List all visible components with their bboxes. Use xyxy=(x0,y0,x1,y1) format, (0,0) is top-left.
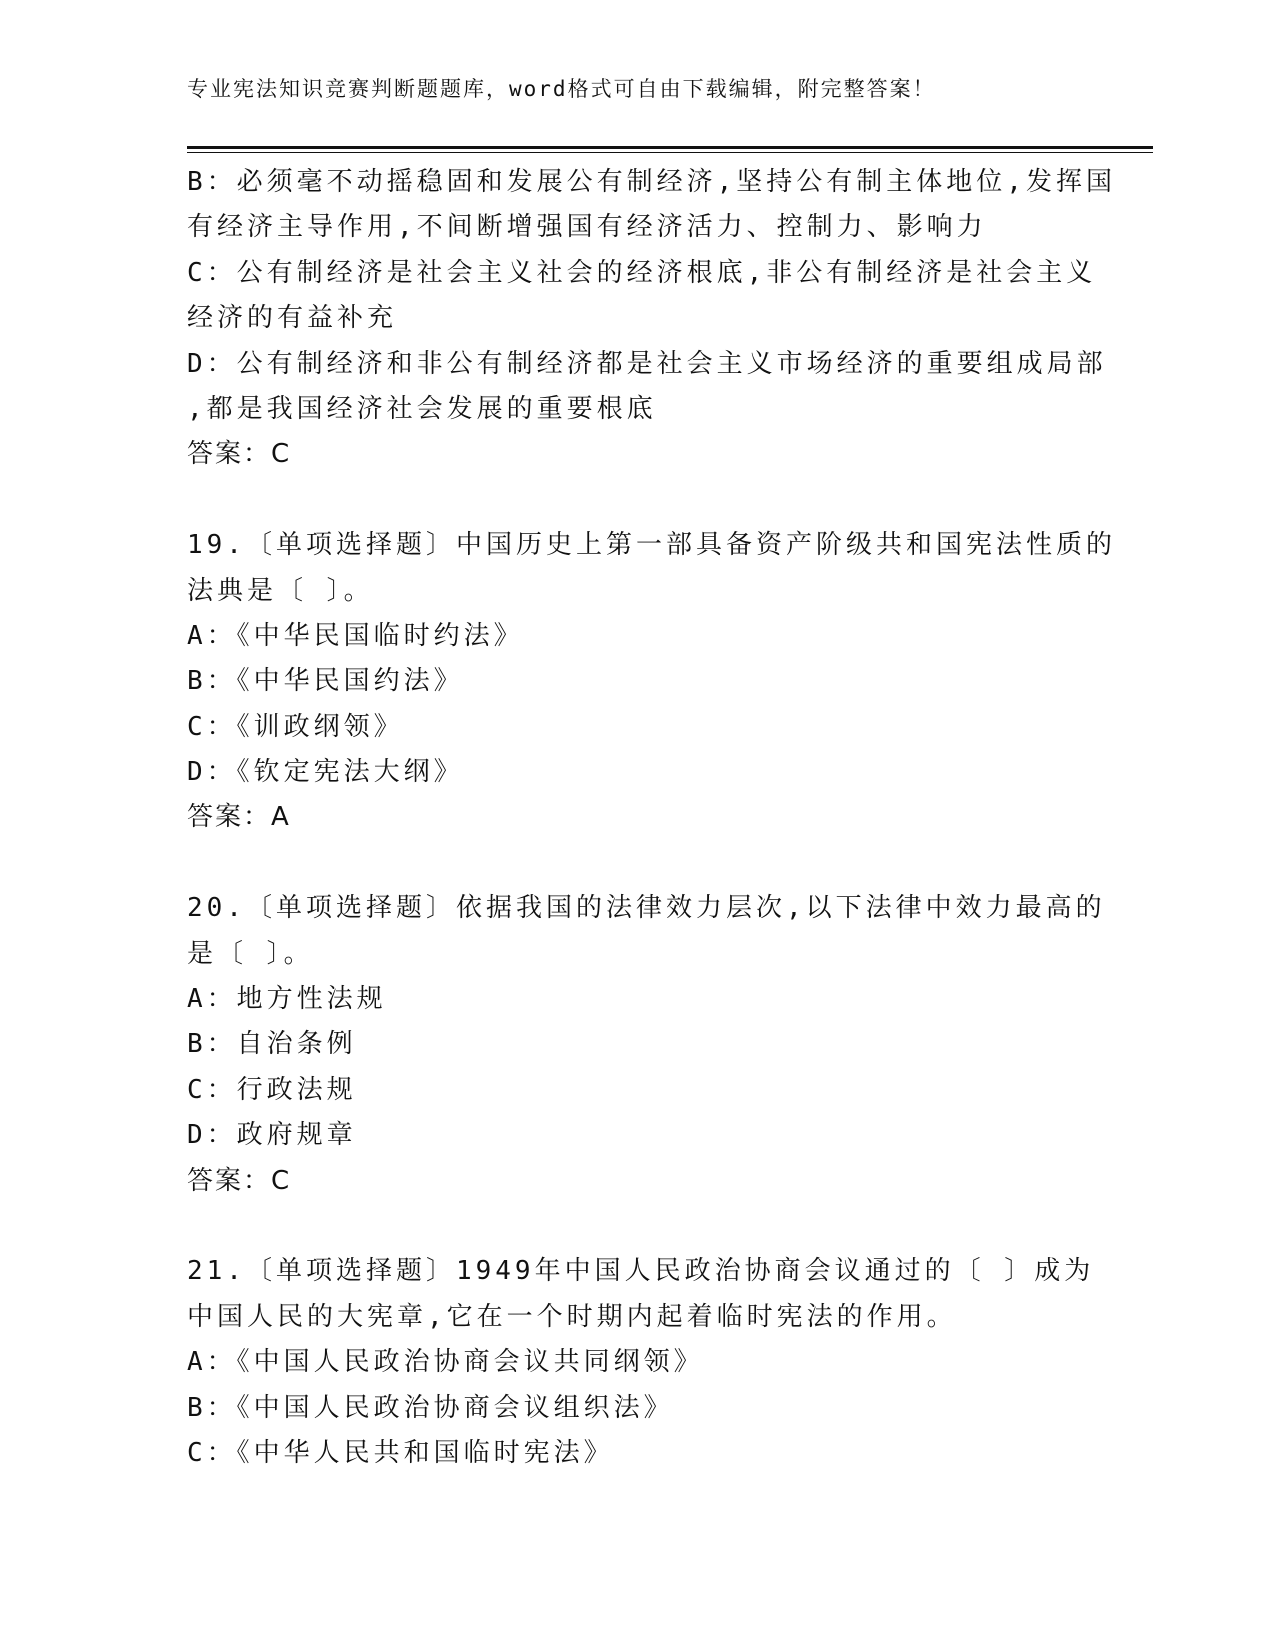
question-20 xyxy=(187,886,1106,1204)
option-d-line-2: ,都是我国经济社会发展的重要根底 xyxy=(187,393,657,424)
option-b-line-2: 有经济主导作用,不间断增强国有经济活力、控制力、影响力 xyxy=(187,212,987,243)
question-20-answer: 答案：C xyxy=(187,1165,292,1196)
page-header: 专业宪法知识竞赛判断题题库，word格式可自由下载编辑，附完整答案！ xyxy=(187,77,936,101)
question-20-option-b: B：自治条例 xyxy=(187,1029,357,1060)
option-c-line-1: C：公有制经济是社会主义社会的经济根底,非公有制经济是社会主义 xyxy=(187,257,1097,288)
question-18-options xyxy=(187,160,1116,478)
option-c-line-2: 经济的有益补充 xyxy=(187,303,398,334)
question-20-option-d: D：政府规章 xyxy=(187,1120,357,1151)
question-19-option-a: A：《中华民国临时约法》 xyxy=(187,620,524,651)
header-rule-thin xyxy=(187,152,1153,153)
option-b-line-1: B：必须毫不动摇稳固和发展公有制经济,坚持公有制主体地位,发挥国 xyxy=(187,167,1116,197)
question-20-stem-line-2: 是〔 〕。 xyxy=(187,938,314,969)
question-19 xyxy=(187,523,1116,841)
question-19-option-b: B：《中华民国约法》 xyxy=(187,666,464,697)
question-20-option-a: A：地方性法规 xyxy=(187,984,387,1015)
question-21-option-a: A：《中国人民政治协商会议共同纲领》 xyxy=(187,1347,704,1378)
question-21 xyxy=(187,1249,1095,1476)
question-20-option-c: C：行政法规 xyxy=(187,1074,357,1105)
spacer xyxy=(187,1204,1077,1249)
question-21-stem-line-1: 21.〔单项选择题〕1949年中国人民政治协商会议通过的〔 〕成为 xyxy=(187,1256,1095,1287)
question-21-option-b: B：《中国人民政治协商会议组织法》 xyxy=(187,1392,674,1423)
document-body xyxy=(187,160,1116,1476)
question-18-answer: 答案：C xyxy=(187,439,292,470)
option-d-line-1: D：公有制经济和非公有制经济都是社会主义市场经济的重要组成局部 xyxy=(187,348,1107,379)
header-rule-thick xyxy=(187,146,1153,149)
question-20-stem-line-1: 20.〔单项选择题〕依据我国的法律效力层次,以下法律中效力最高的 xyxy=(187,893,1106,924)
question-19-answer: 答案：A xyxy=(187,802,291,833)
spacer xyxy=(187,841,1077,886)
question-19-stem-line-2: 法典是〔 〕。 xyxy=(187,575,374,606)
spacer xyxy=(187,478,1077,523)
question-21-option-c: C：《中华人民共和国临时宪法》 xyxy=(187,1437,614,1468)
question-19-option-c: C：《训政纲领》 xyxy=(187,711,404,742)
question-19-option-d: D：《钦定宪法大纲》 xyxy=(187,757,464,788)
question-19-stem-line-1: 19.〔单项选择题〕中国历史上第一部具备资产阶级共和国宪法性质的 xyxy=(187,530,1116,561)
question-21-stem-line-2: 中国人民的大宪章,它在一个时期内起着临时宪法的作用。 xyxy=(187,1301,957,1332)
